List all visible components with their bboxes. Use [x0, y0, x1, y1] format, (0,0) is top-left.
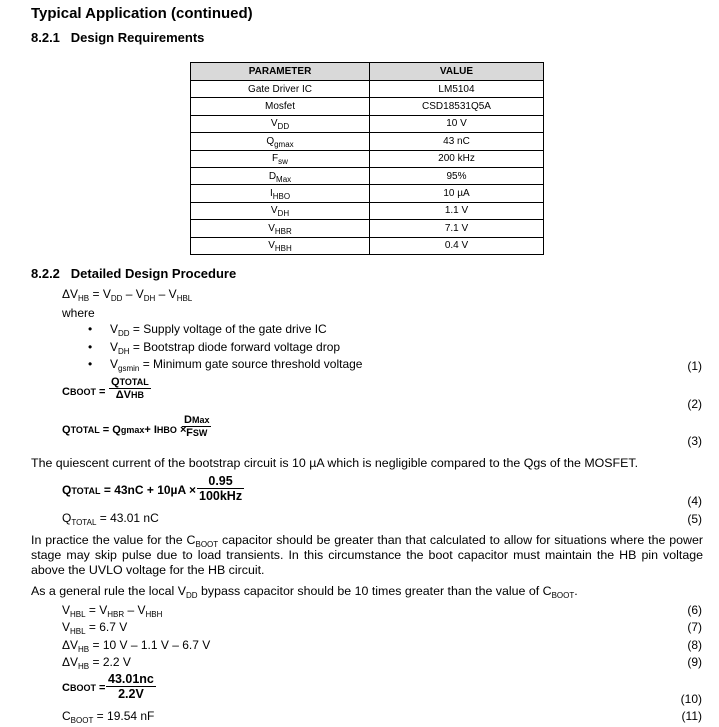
equation-10-fraction: 43.01nc 2.2V: [108, 672, 154, 701]
parameter-cell: $F_{sw}$: [191, 150, 370, 167]
parameter-cell: Gate Driver IC: [191, 81, 370, 98]
equation-7: $V_{HBL} = 6.7$ V: [62, 620, 128, 636]
table-row: [191, 81, 544, 98]
table-row: [191, 133, 544, 150]
column-header-value: VALUE: [370, 63, 544, 81]
equation-3-lhs: QTOTAL = Qgmax+ IHBO ×: [62, 424, 187, 436]
section-title: Design Requirements: [70, 30, 205, 45]
value-cell: 0.4 V: [370, 237, 544, 254]
where-label: where: [62, 306, 95, 320]
page-heading: Typical Application (continued): [31, 5, 253, 22]
parameter-cell: $V_{DH}$: [191, 202, 370, 219]
design-requirements-table: [190, 62, 544, 255]
equation-5: $Q_{TOTAL} = 43.01$ nC: [62, 511, 159, 527]
value-cell: 200 kHz: [370, 150, 544, 167]
parameter-cell: $V_{HBR}$: [191, 220, 370, 237]
table-header-row: [191, 63, 544, 81]
equation-number-4: (4): [687, 494, 702, 508]
table-row: [191, 98, 544, 115]
equation-number-1: (1): [687, 359, 702, 373]
column-header-parameter: PARAMETER: [191, 63, 370, 81]
equation-number-9: (9): [687, 655, 702, 669]
value-cell: 10 µA: [370, 185, 544, 202]
value-cell: 1.1 V: [370, 202, 544, 219]
list-item: • $V_{gsmin}$ = Minimum gate source threshold voltage: [88, 357, 362, 375]
equation-4-lhs: QTOTAL = 43nC + 10µA ×: [62, 483, 197, 497]
equation-3-fraction: DMax FSW: [184, 414, 210, 439]
parameter-cell: $V_{HBH}$: [191, 237, 370, 254]
equation-number-6: (6): [687, 603, 702, 617]
value-cell: LM5104: [370, 81, 544, 98]
equation-6: $V_{HBL} = V_{HBR} - V_{HBH}$: [62, 603, 163, 619]
equation-2-lhs: CBOOT =: [62, 386, 106, 398]
paragraph-vdd-bypass-rule: As a general rule the local $V_{DD}$ bypass capacitor should be 10 times greater than the value of $C_{BOOT}$.: [31, 584, 578, 600]
equation-number-5: (5): [687, 512, 702, 526]
section-heading-design-requirements: [31, 30, 204, 45]
equation-10-lhs: CBOOT =: [62, 682, 106, 694]
equation-2-fraction: QTOTAL ΔVHB: [111, 376, 149, 401]
table-row: [191, 150, 544, 167]
table-row: [191, 167, 544, 184]
value-cell: 7.1 V: [370, 220, 544, 237]
equation-4-fraction: 0.95 100kHz: [199, 474, 243, 503]
table-row: [191, 115, 544, 132]
section-number: 8.2.2: [31, 266, 60, 281]
equation-number-10: (10): [680, 692, 702, 706]
value-cell: 95%: [370, 167, 544, 184]
value-cell: CSD18531Q5A: [370, 98, 544, 115]
parameter-cell: Mosfet: [191, 98, 370, 115]
equation-8: $\Delta V_{HB} = 10$ V – 1.1 V – 6.7 V: [62, 638, 211, 654]
equation-number-8: (8): [687, 638, 702, 652]
paragraph-cboot-practice: In practice the value for the $C_{BOOT}$ capacitor should be greater than that calculated to allow for situations where the power stage may skip pulse due to load transients. In this circumstance the boot capacitor must maintain the HB pin voltage above the UVLO voltage for the HB circuit.: [31, 533, 703, 577]
equation-delta-vhb: $\Delta V_{HB} = V_{DD} - V_{DH} - V_{HBL}$: [62, 287, 193, 303]
table-row: [191, 237, 544, 254]
table-row: [191, 220, 544, 237]
parameter-cell: $I_{HBO}$: [191, 185, 370, 202]
equation-number-7: (7): [687, 620, 702, 634]
variable-definitions-list: [88, 322, 362, 375]
table-row: [191, 202, 544, 219]
equation-9: $\Delta V_{HB} = 2.2$ V: [62, 655, 131, 671]
value-cell: 10 V: [370, 115, 544, 132]
paragraph-quiescent-current: The quiescent current of the bootstrap circuit is 10 µA which is negligible compared to the Qgs of the MOSFET.: [31, 456, 639, 470]
section-title: Detailed Design Procedure: [70, 266, 237, 281]
parameter-cell: $V_{DD}$: [191, 115, 370, 132]
value-cell: 43 nC: [370, 133, 544, 150]
section-number: 8.2.1: [31, 30, 60, 45]
equation-number-3: (3): [687, 434, 702, 448]
equation-number-2: (2): [687, 397, 702, 411]
parameter-cell: $D_{Max}$: [191, 167, 370, 184]
section-heading-detailed-design: [31, 266, 236, 281]
parameter-cell: $Q_{gmax}$: [191, 133, 370, 150]
equation-number-11: (11): [681, 709, 702, 723]
table-row: [191, 185, 544, 202]
equation-11: $C_{BOOT} = 19.54$ nF: [62, 709, 155, 725]
list-item: • $V_{DH}$ = Bootstrap diode forward voltage drop: [88, 340, 362, 358]
list-item: • $V_{DD}$ = Supply voltage of the gate drive IC: [88, 322, 362, 340]
